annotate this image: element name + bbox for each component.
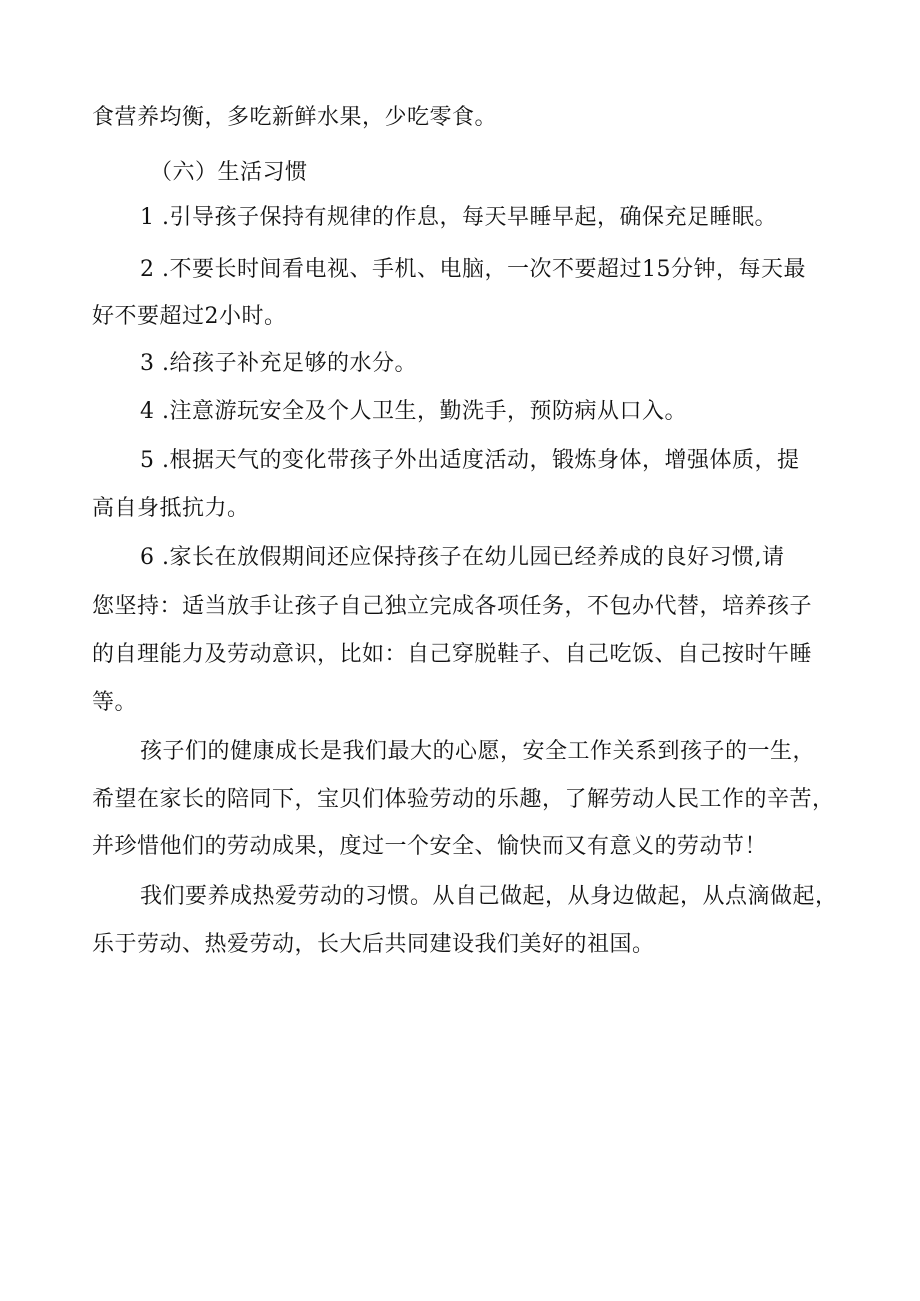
list-item-5-line-1: 5 .根据天气的变化带孩子外出适度活动，锻炼身体，增强体质，提 — [140, 448, 800, 473]
section-heading: （六）生活习惯 — [150, 160, 308, 185]
closing-paragraph-1-line-3: 并珍惜他们的劳动成果，度过一个安全、愉快而又有意义的劳动节！ — [92, 834, 768, 859]
list-item-6-line-1: 6 .家长在放假期间还应保持孩子在幼儿园已经养成的良好习惯,请 — [140, 545, 785, 570]
list-item-6-line-3: 的自理能力及劳动意识，比如：自己穿脱鞋子、自己吃饭、自己按时午睡 — [92, 642, 813, 667]
list-item-4: 4 .注意游玩安全及个人卫生，勤洗手，预防病从口入。 — [140, 399, 687, 424]
list-item-2-line-1: 2 .不要长时间看电视、手机、电脑，一次不要超过15分钟，每天最 — [140, 257, 806, 282]
list-item-6-line-2: 您坚持：适当放手让孩子自己独立完成各项任务，不包办代替，培养孩子 — [92, 594, 813, 619]
list-item-1: 1 .引导孩子保持有规律的作息，每天早睡早起，确保充足睡眠。 — [140, 205, 777, 230]
list-item-5-line-2: 高自身抵抗力。 — [92, 496, 250, 521]
list-item-3: 3 .给孩子补充足够的水分。 — [140, 351, 417, 376]
closing-paragraph-1-line-2: 希望在家长的陪同下，宝贝们体验劳动的乐趣，了解劳动人民工作的辛苦， — [92, 787, 835, 812]
closing-paragraph-2-line-2: 乐于劳动、热爱劳动，长大后共同建设我们美好的祖国。 — [92, 932, 655, 957]
paragraph-line: 食营养均衡，多吃新鲜水果，少吃零食。 — [92, 105, 498, 130]
list-item-6-line-4: 等。 — [92, 690, 138, 715]
closing-paragraph-2-line-1: 我们要养成热爱劳动的习惯。从自己做起，从身边做起，从点滴做起， — [140, 884, 838, 909]
list-item-2-line-2: 好不要超过2小时。 — [92, 304, 287, 329]
closing-paragraph-1-line-1: 孩子们的健康成长是我们最大的心愿，安全工作关系到孩子的一生， — [140, 739, 816, 764]
